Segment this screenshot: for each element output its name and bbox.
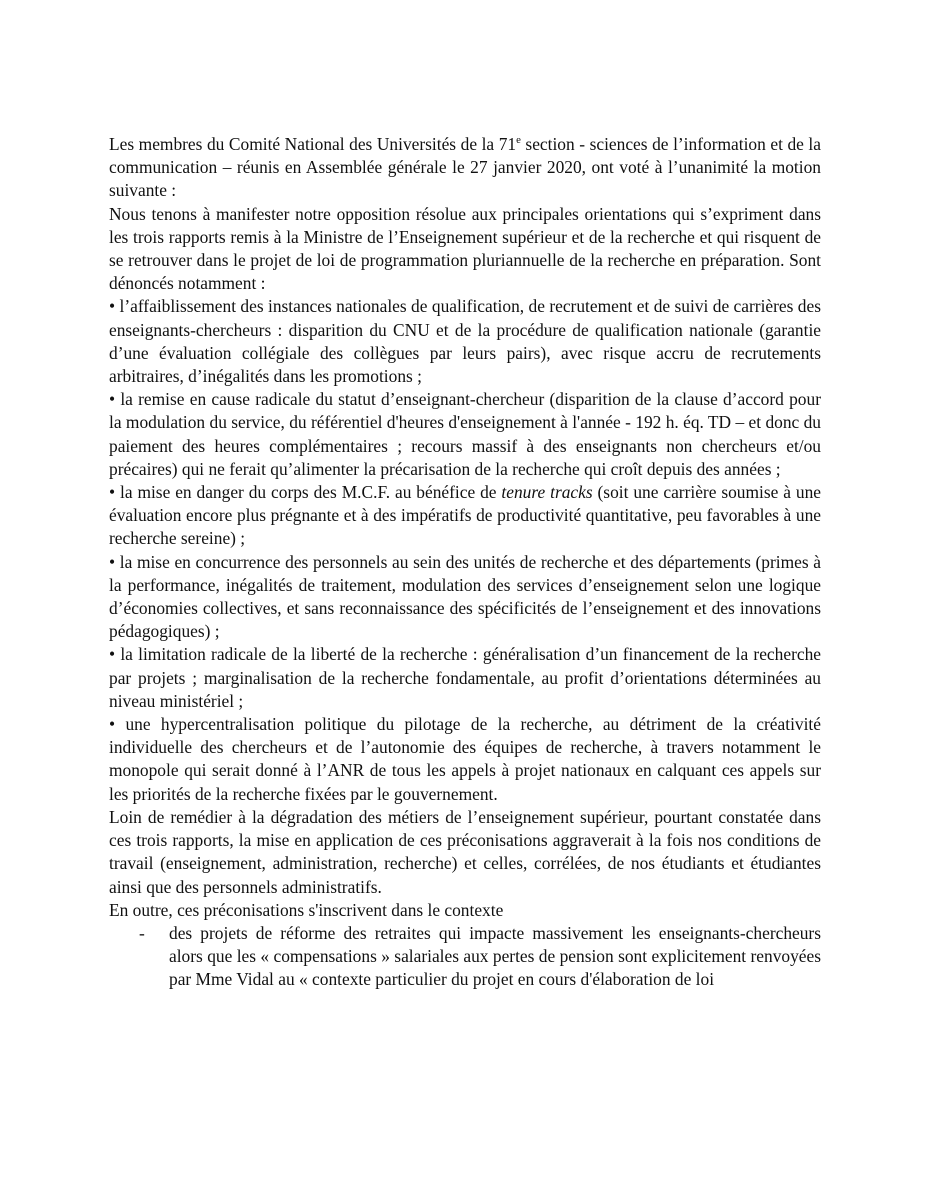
intro-text-start: Les membres du Comité National des Universités de la 71 (109, 134, 517, 154)
bullet-mcf-emphasis: tenure tracks (501, 482, 593, 503)
contexte-paragraph: En outre, ces préconisations s'inscrivent dans le contexte (109, 899, 504, 920)
intro-paragraph (109, 133, 821, 203)
bullet-item-qualification: • l’affaiblissement des instances nationales de qualification, de recrutement et de suivi de carrières des enseignants-chercheurs : disparition du CNU et de la procédure de qualification nationale (garantie d’une évaluation collégiale des collègues par leurs pairs), avec risque accru de recrutements arbitraires, d’inégalités dans les promotions ; (109, 296, 821, 387)
bullet-item-concurrence: • la mise en concurrence des personnels au sein des unités de recherche et des départements (primes à la performance, inégalités de traitement, modulation des services d’enseignement selon une logique d’économies collectives, et sans reconnaissance des spécificités de l’enseignement et des innovations pédagogiques) ; (109, 551, 821, 642)
document-page (109, 133, 821, 992)
intro-superscript: e (516, 134, 521, 147)
bullet-item-hypercentralisation: • une hypercentralisation politique du pilotage de la recherche, au détriment de la créativité individuelle des chercheurs et de l’autonomie des équipes de recherche, à travers notamment le monopole qui serait donné à l’ANR de tous les appels à projet nationaux en calquant ces appels sur les priorités de la recherche fixées par le gouvernement. (109, 714, 821, 804)
intro-text-end: section - sciences de l’information et de la communication – réunis en Assemblée générale le 27 janvier 2020, ont voté à l’unanimité la motion suivante : (109, 134, 821, 201)
bullet-item-liberte: • la limitation radicale de la liberté de la recherche : généralisation d’un financement de la recherche par projets ; marginalisation de la recherche fondamentale, au profit d’orientations déterminées au niveau ministériel ; (109, 644, 821, 711)
bullet-item-mcf (109, 481, 821, 551)
bullet-item-statut: • la remise en cause radicale du statut d’enseignant-chercheur (disparition de la clause d’accord pour la modulation du service, du référentiel d'heures d'enseignement à l'année - 192 h. éq. TD – et donc du paiement des heures complémentaires ; recours massif à des enseignants non chercheurs et/ou précaires) qui ne ferait qu’alimenter la précarisation de la recherche qui croît depuis des années ; (109, 389, 821, 479)
bullet-mcf-text-end: (soit une carrière soumise à une évaluation encore plus prégnante et à des impératifs de productivité quantitative, peu favorables à une recherche sereine) ; (109, 482, 821, 549)
opposition-paragraph: Nous tenons à manifester notre opposition résolue aux principales orientations qui s’expriment dans les trois rapports remis à la Ministre de l’Enseignement supérieur et de la recherche et qui risquent de se retrouver dans le projet de loi de programmation pluriannuelle de la recherche en préparation. Sont dénoncés notamment : (109, 203, 821, 294)
bullet-mcf-text-start: • la mise en danger du corps des M.C.F. au bénéfice de (109, 482, 502, 503)
dash-list-item-text: des projets de réforme des retraites qui impacte massivement les enseignants-chercheurs alors que les « compensations » salariales aux pertes de pension sont explicitement renvoyées par Mme Vidal au « contexte particulier du projet en cours d'élaboration de loi (169, 922, 821, 990)
dash-list-item (139, 922, 821, 992)
degradation-paragraph: Loin de remédier à la dégradation des métiers de l’enseignement supérieur, pourtant constatée dans ces trois rapports, la mise en application de ces préconisations aggraverait à la fois nos conditions de travail (enseignement, administration, recherche) et celles, corrélées, de nos étudiants et étudiantes ainsi que des personnels administratifs. (109, 806, 821, 897)
dash-marker: - (139, 922, 145, 943)
